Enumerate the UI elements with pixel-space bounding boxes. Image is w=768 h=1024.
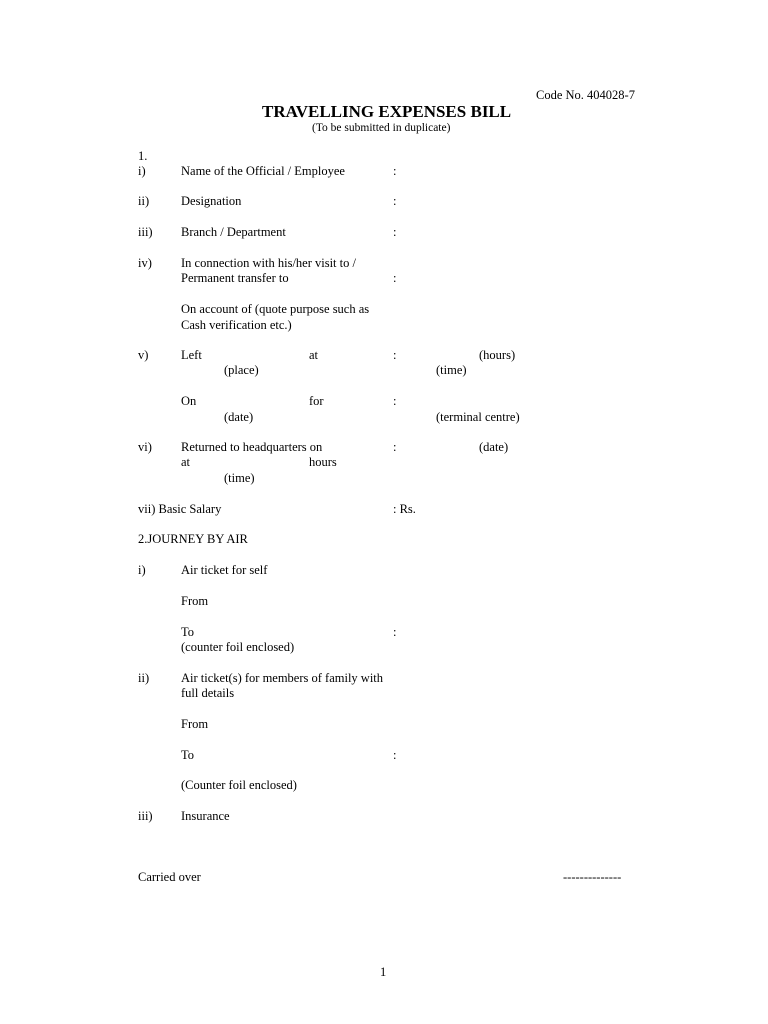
branch-label: Branch / Department [181, 225, 286, 239]
item-v-number: v) [138, 348, 149, 362]
item-i-number: i) [138, 164, 146, 178]
from-label: From [181, 594, 209, 608]
for-label: for [309, 394, 324, 408]
counter-foil-note-2: (Counter foil enclosed) [181, 778, 297, 792]
carried-over-label: Carried over [138, 870, 201, 884]
document-subtitle: (To be submitted in duplicate) [312, 122, 451, 134]
basic-salary-rs: : Rs. [393, 502, 416, 516]
place-hint: (place) [224, 363, 259, 377]
designation-label: Designation [181, 194, 242, 208]
to-label-2: To [181, 748, 195, 762]
return-at-label: at [181, 455, 191, 469]
date-hint: (date) [224, 410, 254, 424]
at-label: at [309, 348, 319, 362]
time-hint: (time) [436, 363, 467, 377]
code-number: Code No. 404028-7 [536, 88, 635, 102]
section-2-heading: 2.JOURNEY BY AIR [138, 532, 248, 546]
on-label: On [181, 394, 197, 408]
hours-label: (hours) [479, 348, 516, 362]
field-colon: : [393, 348, 397, 362]
visit-label-line2: Permanent transfer to [181, 271, 289, 285]
purpose-label-line1: On account of (quote purpose such as [181, 302, 370, 316]
return-time-hint: (time) [224, 471, 255, 485]
air-ticket-self-label: Air ticket for self [181, 563, 268, 577]
field-colon: : [393, 625, 397, 639]
field-colon: : [393, 271, 397, 285]
document-title: TRAVELLING EXPENSES BILL [262, 102, 512, 121]
from-label-2: From [181, 717, 209, 731]
field-colon: : [393, 394, 397, 408]
counter-foil-note: (counter foil enclosed) [181, 640, 295, 654]
left-label: Left [181, 348, 202, 362]
to-label: To [181, 625, 195, 639]
air-item-iii-number: iii) [138, 809, 153, 823]
employee-name-label: Name of the Official / Employee [181, 164, 345, 178]
returned-label: Returned to headquarters on [181, 440, 323, 454]
purpose-label-line2: Cash verification etc.) [181, 318, 292, 332]
family-tickets-line2: full details [181, 686, 235, 700]
item-ii-number: ii) [138, 194, 150, 208]
visit-label-line1: In connection with his/her visit to / [181, 256, 356, 270]
field-colon: : [393, 194, 397, 208]
return-hours-label: hours [309, 455, 337, 469]
basic-salary-label: vii) Basic Salary [138, 502, 222, 516]
page-number: 1 [380, 965, 387, 979]
air-item-ii-number: ii) [138, 671, 150, 685]
field-colon: : [393, 748, 397, 762]
item-iv-number: iv) [138, 256, 152, 270]
section-1-number: 1. [138, 149, 148, 163]
insurance-label: Insurance [181, 809, 230, 823]
terminal-hint: (terminal centre) [436, 410, 520, 424]
field-colon: : [393, 225, 397, 239]
item-vi-number: vi) [138, 440, 152, 454]
air-item-i-number: i) [138, 563, 146, 577]
field-colon: : [393, 164, 397, 178]
carried-over-dashes: -------------- [563, 870, 622, 884]
return-date-hint: (date) [479, 440, 509, 454]
item-iii-number: iii) [138, 225, 153, 239]
family-tickets-line1: Air ticket(s) for members of family with [181, 671, 384, 685]
field-colon: : [393, 440, 397, 454]
